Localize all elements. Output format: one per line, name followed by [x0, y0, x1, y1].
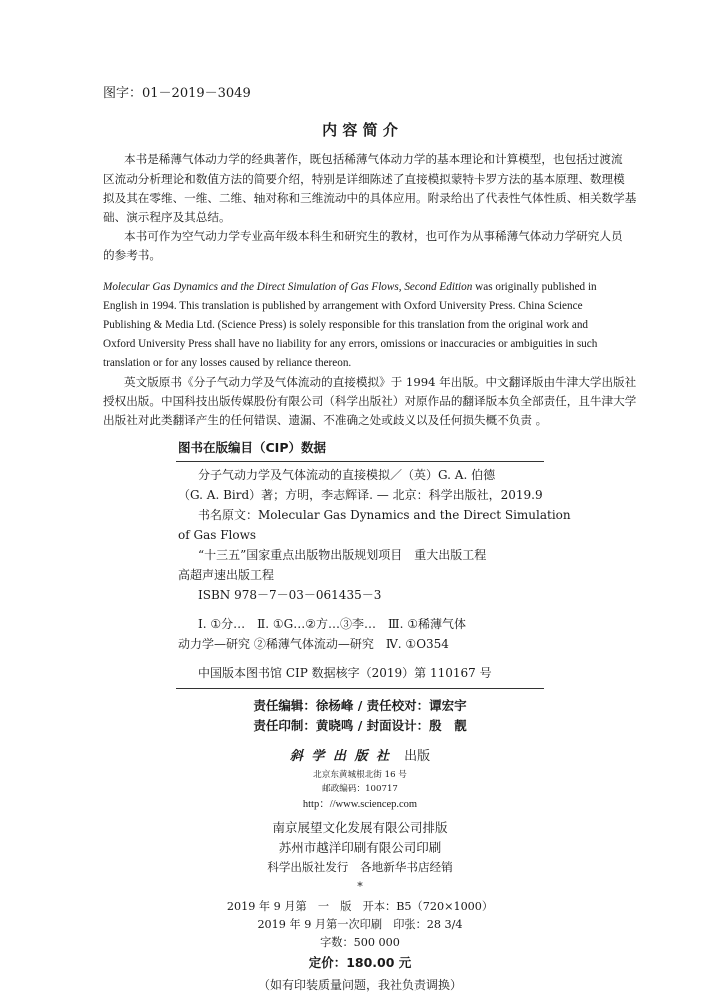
cip-isbn: ISBN 978－7－03－061435－3: [198, 588, 382, 602]
printer: 苏州市越洋印刷有限公司印刷: [278, 840, 442, 855]
chinese-notice-line: 出版社对此类翻译产生的任何错误、遗漏、不准确之处或歧义以及任何损失概不负责 。: [103, 413, 548, 427]
cip-line: 高超声速出版工程: [178, 568, 275, 582]
summary-para2-line: 的参考书。: [103, 248, 161, 262]
book-title-italic: Molecular Gas Dynamics and the Direct Simulation of Gas Flows: [103, 281, 399, 293]
notice-rest: was originally published in: [472, 281, 597, 293]
price: 定价：180.00 元: [308, 955, 412, 970]
english-notice-line: Oxford University Press shall have no liability for any errors, omissions or inaccuracies or ambiguities in such: [103, 338, 598, 350]
publisher-line: [0, 744, 720, 768]
word-count: 字数：500 000: [320, 936, 400, 949]
english-notice-line: translation or for any losses caused by reliance thereon.: [103, 357, 352, 369]
summary-para1-line: 区流动分析理论和数值方法的简要介绍，特别是详细陈述了直接模拟蒙特卡罗方法的基本原理、数理模: [103, 172, 625, 186]
typesetter: 南京展望文化发展有限公司排版: [272, 820, 448, 835]
english-notice-line1: [103, 277, 597, 297]
cip-line: 分子气动力学及气体流动的直接模拟／（英）G. A. 伯德: [198, 468, 496, 482]
cip-line: “十三五”国家重点出版物出版规划项目 重大出版工程: [198, 548, 487, 562]
publisher-website: http：//www.sciencep.com: [302, 799, 418, 810]
english-notice-line: English in 1994. This translation is published by arrangement with Oxford University Press. China Science: [103, 300, 583, 312]
summary-para1-line: 础、演示程序及其总结。: [103, 210, 231, 224]
printing-credits: 责任印制：黄晓鸣 / 封面设计：殷 靓: [253, 718, 467, 733]
cip-class-line: Ⅰ. ①分… Ⅱ. ①G…②方…③李… Ⅲ. ①稀薄气体: [198, 617, 466, 631]
summary-title: 内 容 简 介: [322, 121, 398, 139]
publisher-postcode: 邮政编码：100717: [322, 784, 398, 794]
publisher-logo-text: 斜 学 出 版 社: [289, 749, 391, 764]
cip-heading: 图书在版编目（CIP）数据: [178, 440, 326, 455]
impression-info: 2019 年 9 月第一次印刷 印张：28 3/4: [257, 918, 463, 931]
summary-para2-line: 本书可作为空气动力学专业高年级本科生和研究生的教材，也可作为从事稀薄气体动力学研究人员: [124, 229, 623, 243]
cip-line: of Gas Flows: [178, 528, 257, 542]
english-notice-line: Publishing & Media Ltd. (Science Press) is solely responsible for this translation from the original work and: [103, 319, 589, 331]
cip-line: 书名原文：Molecular Gas Dynamics and the Direct Simulation: [198, 508, 571, 522]
editor-credits: 责任编辑：徐杨峰 / 责任校对：谭宏宇: [253, 698, 467, 713]
cip-line: （G. A. Bird）著；方明，李志辉译. — 北京：科学出版社，2019.9: [178, 488, 543, 502]
publisher-address: 北京东黄城根北街 16 号: [313, 770, 407, 780]
edition-italic: , Second Edition: [398, 281, 473, 293]
chinese-notice-line: 英文版原书《分子气动力学及气体流动的直接模拟》于 1994 年出版。中文翻译版由牛津大学出版社: [124, 375, 637, 389]
cip-class-line: 动力学—研究 ②稀薄气体流动—研究 Ⅳ. ①O354: [178, 637, 449, 651]
edition-info: 2019 年 9 月第 一 版 开本：B5（720×1000）: [226, 900, 494, 913]
quality-guarantee: （如有印装质量问题，我社负责调换）: [257, 978, 462, 992]
cip-bottom-rule: [176, 688, 544, 689]
registration-number: 图字：01－2019－3049: [103, 86, 251, 101]
summary-para1-line: 本书是稀薄气体动力学的经典著作，既包括稀薄气体动力学的基本理论和计算模型，也包括过渡流: [124, 152, 623, 166]
cip-record-number: 中国版本图书馆 CIP 数据核字（2019）第 110167 号: [198, 666, 492, 680]
distributor: 科学出版社发行 各地新华书店经销: [267, 860, 453, 874]
chinese-notice-line: 授权出版。中国科技出版传媒股份有限公司（科学出版社）对原作品的翻译版本负全部责任，且牛津大学: [103, 394, 637, 408]
separator-asterisk: *: [357, 880, 363, 893]
publisher-suffix: 出版: [404, 749, 431, 764]
cip-top-rule: [176, 461, 544, 462]
summary-para1-line: 拟及其在零维、一维、二维、轴对称和三维流动中的具体应用。附录给出了代表性气体性质、相关数学基: [103, 191, 637, 205]
